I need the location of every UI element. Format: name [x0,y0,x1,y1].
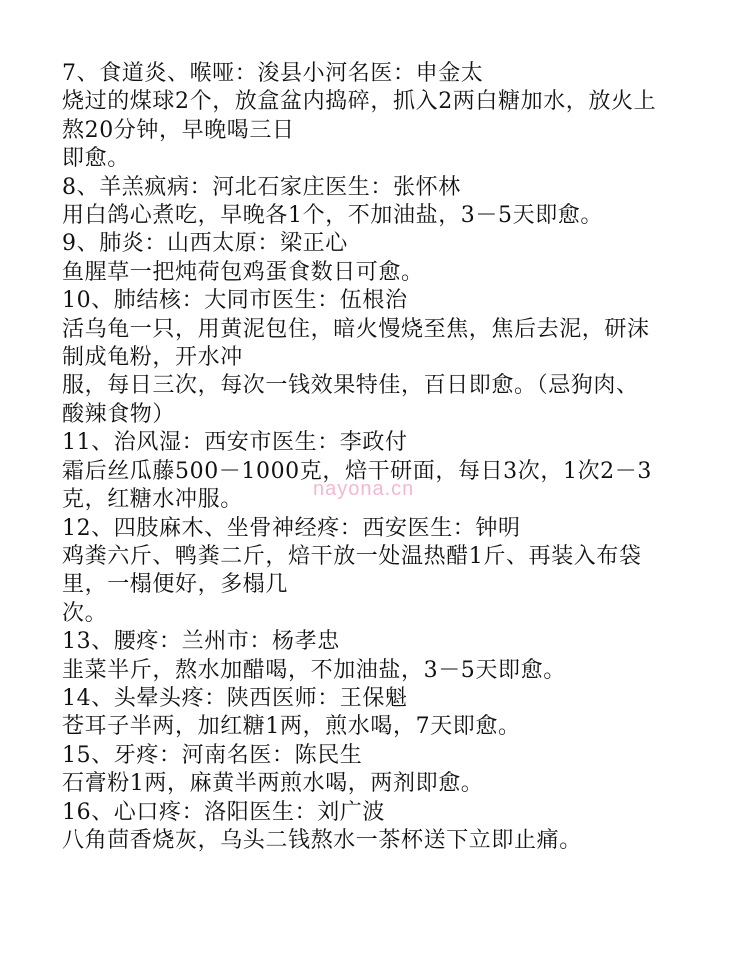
remedy-11-text-line: 克，红糖水冲服。 [62,487,243,513]
remedy-11-heading: 11、治风湿：西安市医生：李政付 [62,430,408,456]
remedy-12-text-line: 里，一榻便好，多榻几 [62,572,289,598]
remedy-7-text-line: 即愈。 [62,146,130,172]
remedy-14-text-line: 苍耳子半两，加红糖1两，煎水喝，7天即愈。 [62,714,521,740]
remedy-13-text-line: 韭菜半斤，熬水加醋喝，不加油盐，3－5天即愈。 [62,657,566,683]
remedy-8-heading: 8、羊羔疯病：河北石家庄医生：张怀林 [62,174,461,200]
remedy-10-text-line: 酸辣食物） [62,401,176,427]
remedy-10-text-line: 制成龟粉，开水冲 [62,345,243,371]
remedy-9-text-line: 鱼腥草一把炖荷包鸡蛋食数日可愈。 [62,259,424,285]
remedy-10-heading: 10、肺结核：大同市医生：伍根治 [62,288,408,314]
remedy-12-text-line: 鸡粪六斤、鸭粪二斤，焙干放一处温热醋1斤、再装入布袋 [62,543,642,569]
remedy-12-text-line: 次。 [62,600,108,626]
remedy-16-text-line: 八角茴香烧灰，乌头二钱熬水一茶杯送下立即止痛。 [62,827,582,853]
remedy-11-text-line: 霜后丝瓜藤500－1000克，焙干研面，每日3次，1次2－3 [62,458,652,484]
remedy-7-heading: 7、食道炎、喉哑：浚县小河名医：申金太 [62,61,484,86]
remedy-7-text-line: 烧过的煤球2个，放盒盆内捣碎，抓入2两白糖加水，放火上 [62,89,657,115]
remedy-14-heading: 14、头晕头疼：陕西医师：王保魁 [62,685,408,711]
remedy-9-heading: 9、肺炎：山西太原：梁正心 [62,231,348,257]
remedy-7-text-line: 熬20分钟，早晚喝三日 [62,117,295,143]
remedy-15-heading: 15、牙疼：河南名医：陈民生 [62,742,363,768]
watermark: nayona.cn [313,478,415,500]
remedy-8-text-line: 用白鸽心煮吃，早晚各1个，不加油盐，3－5天即愈。 [62,203,603,229]
remedy-10-text-line: 活乌龟一只，用黄泥包住，暗火慢烧至焦，焦后去泥，研沫 [62,316,650,342]
remedy-10-text-line: 服，每日三次，每次一钱效果特佳，百日即愈。（忌狗肉、 [62,373,639,399]
remedy-15-text-line: 石膏粉1两，麻黄半两煎水喝，两剂即愈。 [62,771,484,797]
remedy-16-heading: 16、心口疼：洛阳医生：刘广波 [62,799,385,825]
remedy-12-heading: 12、四肢麻木、坐骨神经疼：西安医生：钟明 [62,515,521,541]
remedy-13-heading: 13、腰疼：兰州市：杨孝忠 [62,629,340,655]
remedy-text-block [62,60,722,855]
